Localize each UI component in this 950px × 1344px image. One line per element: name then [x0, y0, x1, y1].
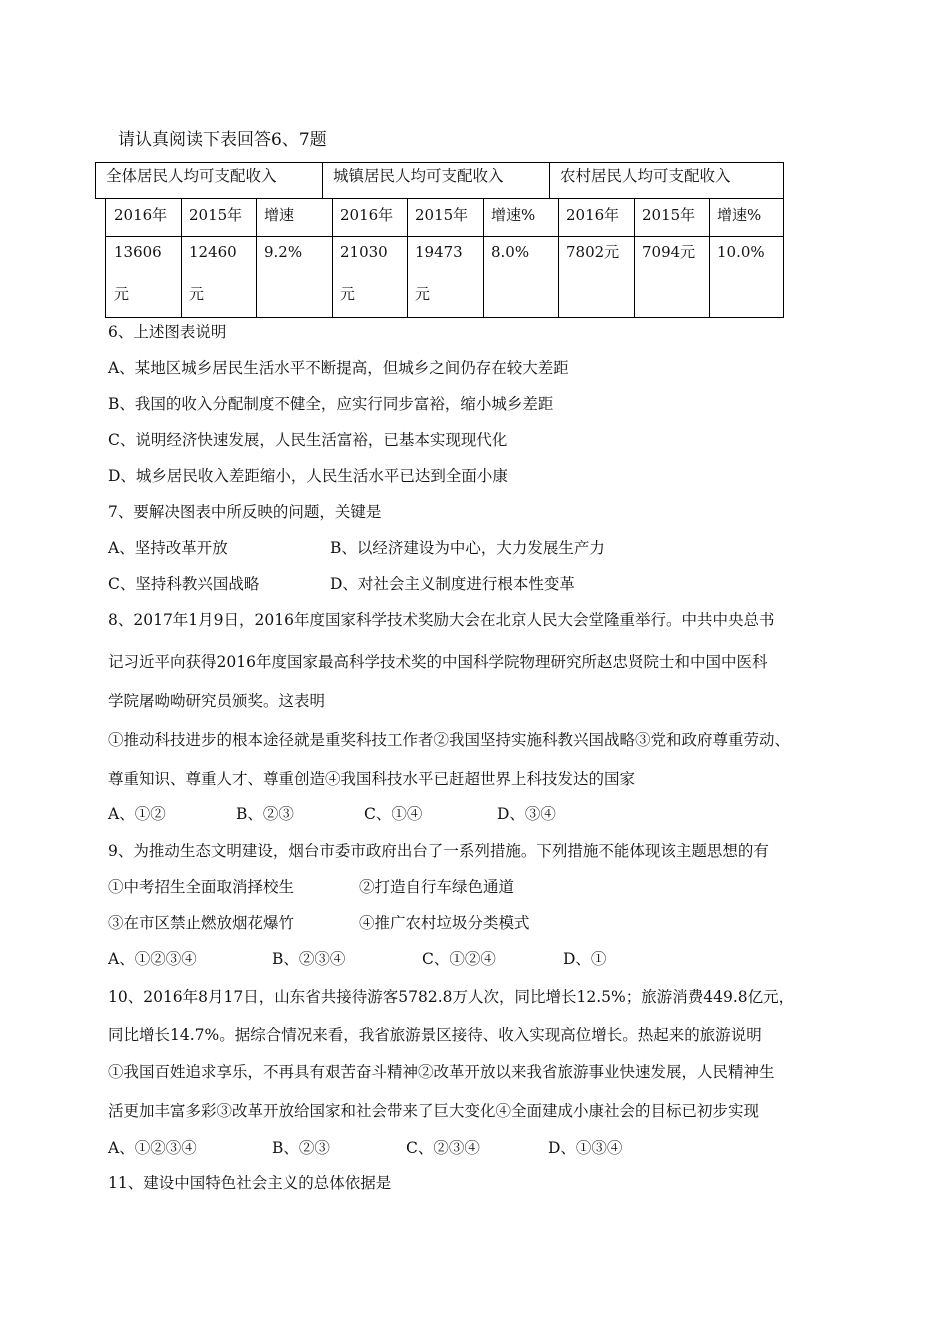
group-header-rural: 农村居民人均可支配收入	[560, 167, 731, 185]
column-header: 增速	[264, 206, 295, 224]
table-cell-unit: 元	[189, 285, 205, 303]
column-header: 增速%	[491, 206, 536, 224]
q10-option-c: C、②③④	[406, 1139, 480, 1157]
table-cell: 13606	[114, 243, 162, 261]
q9-item-4: ④推广农村垃圾分类模式	[359, 914, 530, 932]
q8-stem-line1: 8、2017年1月9日，2016年度国家科学技术奖励大会在北京人民大会堂隆重举行。中共中央总书	[108, 611, 775, 629]
q8-option-c: C、①④	[364, 805, 423, 823]
q10-option-d: D、①③④	[548, 1139, 623, 1157]
q10-items-line1: ①我国百姓追求享乐，不再具有艰苦奋斗精神②改革开放以来我省旅游事业快速发展，人民精神生	[108, 1063, 775, 1081]
income-table-header	[95, 162, 784, 199]
table-cell: 7802元	[566, 243, 620, 261]
q8-option-a: A、①②	[108, 805, 166, 823]
table-cell-unit: 元	[415, 285, 431, 303]
intro-heading: 请认真阅读下表回答6、7题	[118, 130, 327, 150]
q7-option-a: A、坚持改革开放	[108, 539, 228, 557]
table-cell-unit: 元	[114, 285, 130, 303]
q10-option-b: B、②③	[272, 1139, 330, 1157]
divider	[709, 199, 710, 317]
q6-option-b: B、我国的收入分配制度不健全，应实行同步富裕，缩小城乡差距	[108, 395, 554, 413]
table-cell: 7094元	[642, 243, 696, 261]
column-header: 2015年	[189, 206, 243, 224]
q10-stem-line2: 同比增长14.7%。据综合情况来看，我省旅游景区接待、收入实现高位增长。热起来的旅游说明	[108, 1026, 762, 1044]
q7-stem: 7、要解决图表中所反映的问题，关键是	[108, 503, 382, 521]
table-cell: 21030	[340, 243, 388, 261]
column-header: 2016年	[114, 206, 168, 224]
q10-option-a: A、①②③④	[108, 1139, 197, 1157]
group-header-urban: 城镇居民人均可支配收入	[333, 167, 504, 185]
q7-option-b: B、以经济建设为中心，大力发展生产力	[330, 539, 605, 557]
q8-items-line1: ①推动科技进步的根本途径就是重奖科技工作者②我国坚持实施科教兴国战略③党和政府尊重劳动、	[108, 731, 791, 749]
divider	[483, 199, 484, 317]
divider	[181, 199, 182, 317]
table-cell: 12460	[189, 243, 237, 261]
divider	[256, 199, 257, 317]
column-header: 2015年	[415, 206, 469, 224]
q8-stem-line3: 学院屠呦呦研究员颁奖。这表明	[108, 692, 326, 710]
q11-stem: 11、建设中国特色社会主义的总体依据是	[108, 1174, 392, 1192]
q9-item-3: ③在市区禁止燃放烟花爆竹	[108, 914, 295, 932]
column-header: 增速%	[717, 206, 762, 224]
q8-items-line2: 尊重知识、尊重人才、尊重创造④我国科技水平已赶超世界上科技发达的国家	[108, 770, 636, 788]
table-cell-unit: 元	[340, 285, 356, 303]
column-header: 2015年	[642, 206, 696, 224]
q7-option-c: C、坚持科教兴国战略	[108, 575, 260, 593]
q6-stem: 6、上述图表说明	[108, 323, 227, 341]
table-cell: 10.0%	[717, 243, 765, 261]
divider	[407, 199, 408, 317]
divider	[332, 199, 333, 317]
q9-option-a: A、①②③④	[108, 950, 197, 968]
q7-option-d: D、对社会主义制度进行根本性变革	[330, 575, 575, 593]
q9-item-1: ①中考招生全面取消择校生	[108, 878, 295, 896]
column-header: 2016年	[566, 206, 620, 224]
q8-option-b: B、②③	[236, 805, 294, 823]
q9-item-2: ②打造自行车绿色通道	[359, 878, 515, 896]
q8-stem-line2: 记习近平向获得2016年度国家最高科学技术奖的中国科学院物理研究所赵忠贤院士和中国中医科	[108, 653, 768, 671]
table-cell: 8.0%	[491, 243, 530, 261]
q10-stem-line1: 10、2016年8月17日，山东省共接待游客5782.8万人次，同比增长12.5%；旅游消费449.8亿元，	[108, 988, 795, 1006]
income-table-body	[105, 199, 784, 318]
group-header-all: 全体居民人均可支配收入	[106, 167, 277, 185]
q6-option-d: D、城乡居民收入差距缩小，人民生活水平已达到全面小康	[108, 467, 508, 485]
q9-option-b: B、②③④	[272, 950, 346, 968]
q6-option-c: C、说明经济快速发展，人民生活富裕，已基本实现现代化	[108, 431, 508, 449]
column-header: 2016年	[340, 206, 394, 224]
divider	[558, 199, 559, 317]
row-divider	[106, 236, 783, 237]
q9-option-c: C、①②④	[422, 950, 496, 968]
divider	[634, 199, 635, 317]
q8-option-d: D、③④	[497, 805, 556, 823]
q9-stem: 9、为推动生态文明建设，烟台市委市政府出台了一系列措施。下列措施不能体现该主题思想的有	[108, 842, 769, 860]
table-cell: 9.2%	[264, 243, 303, 261]
q9-option-d: D、①	[563, 950, 607, 968]
table-cell: 19473	[415, 243, 463, 261]
q6-option-a: A、某地区城乡居民生活水平不断提高，但城乡之间仍存在较大差距	[108, 359, 569, 377]
q10-items-line2: 活更加丰富多彩③改革开放给国家和社会带来了巨大变化④全面建成小康社会的目标已初步实现	[108, 1102, 760, 1120]
